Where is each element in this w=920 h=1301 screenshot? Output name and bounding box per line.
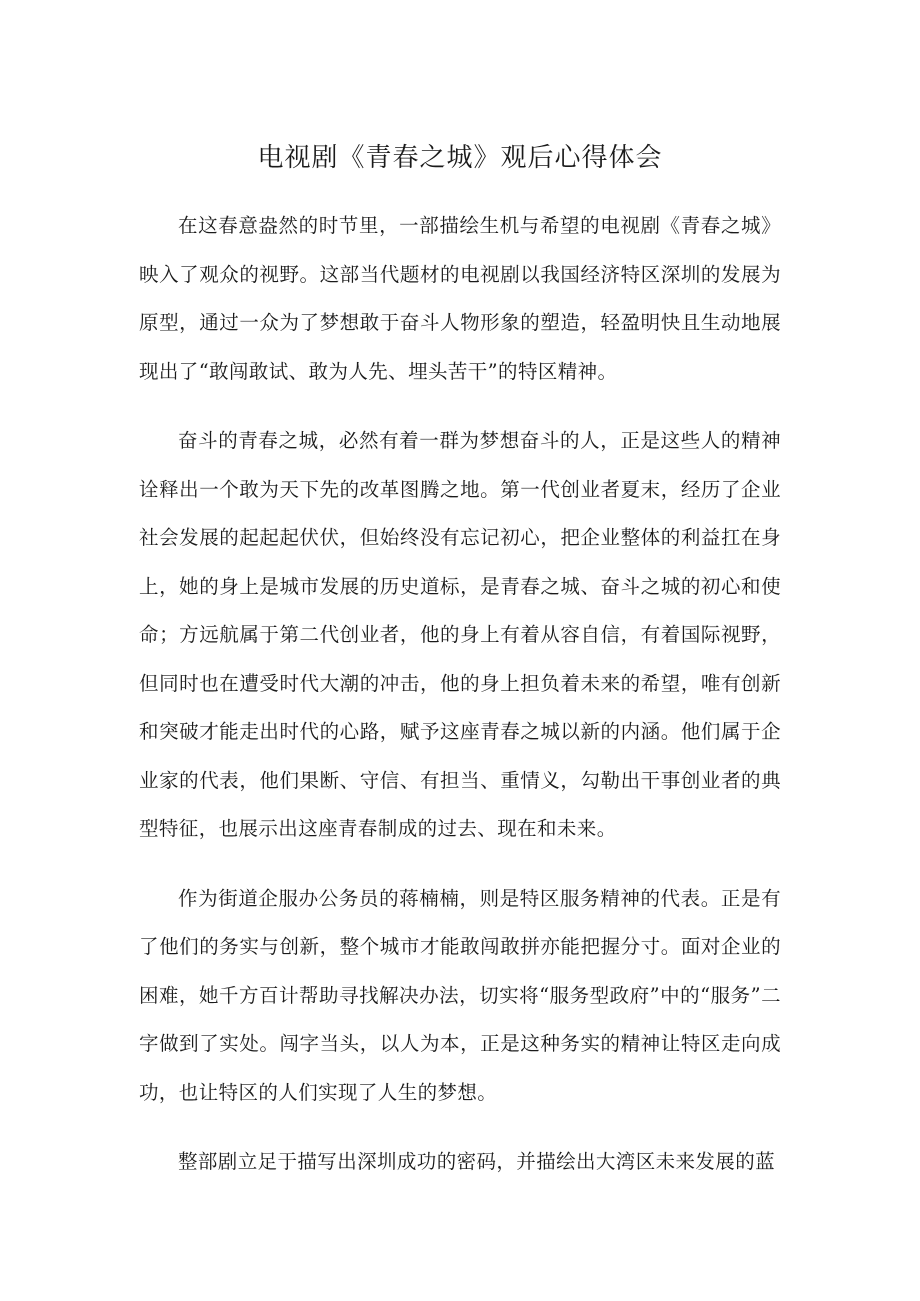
paragraph-2: 奋斗的青春之城，必然有着一群为梦想奋斗的人，正是这些人的精神诠释出一个敢为天下先的改革图腾之地。第一代创业者夏末，经历了企业社会发展的起起起伏伏，但始终没有忘记初心，把企业整体的利益扛在身上，她的身上是城市发展的历史道标，是青春之城、奋斗之城的初心和使命；方远航属于第二代创业者，他的身上有着从容自信，有着国际视野，但同时也在遭受时代大潮的冲击，他的身上担负着未来的希望，唯有创新和突破才能走出时代的心路，赋予这座青春之城以新的内涵。他们属于企业家的代表，他们果断、守信、有担当、重情义，勾勒出干事创业者的典型特征，也展示出这座青春制成的过去、现在和未来。 [139, 429, 781, 840]
paragraph-1: 在这春意盎然的时节里，一部描绘生机与希望的电视剧《青春之城》映入了观众的视野。这部当代题材的电视剧以我国经济特区深圳的发展为原型，通过一众为了梦想敢于奋斗人物形象的塑造，轻盈明快且生动地展现出了“敢闯敢试、敢为人先、埋头苦干”的特区精神。 [139, 214, 781, 383]
paragraph-4: 整部剧立足于描写出深圳成功的密码，并描绘出大湾区未来发展的蓝 [178, 1150, 776, 1173]
document-body [139, 202, 781, 1187]
document-title: 电视剧《青春之城》观后心得体会 [257, 143, 663, 173]
paragraph-3: 作为街道企服办公务员的蒋楠楠，则是特区服务精神的代表。正是有了他们的务实与创新，整个城市才能敢闯敢拼亦能把握分寸。面对企业的困难，她千方百计帮助寻找解决办法，切实将“服务型政府”中的“服务”二字做到了实处。闯字当头，以人为本，正是这种务实的精神让特区走向成功，也让特区的人们实现了人生的梦想。 [139, 886, 781, 1104]
